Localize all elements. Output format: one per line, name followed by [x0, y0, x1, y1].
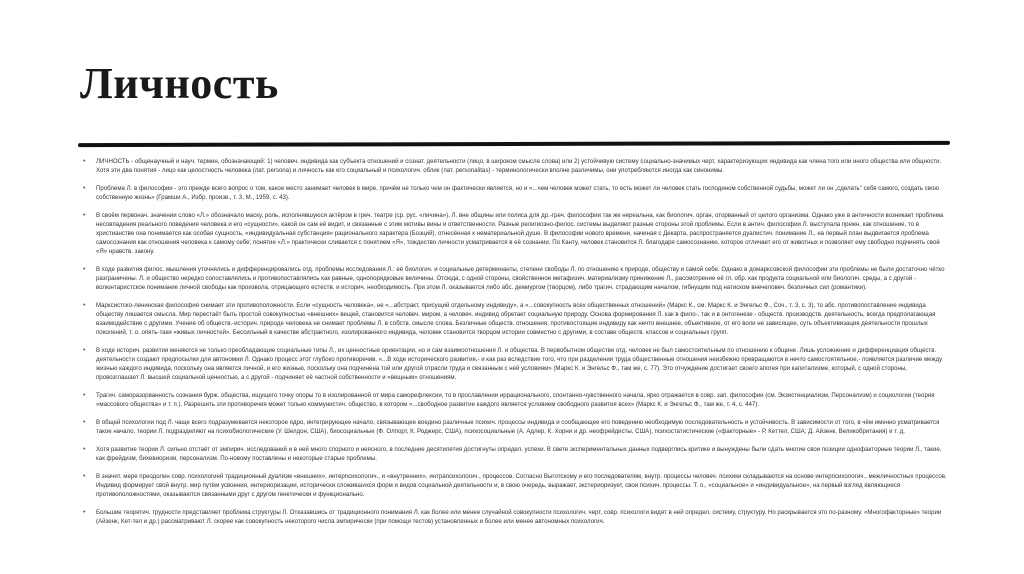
paragraph-text: • Трагич. саморазорванность сознания бурж. общества, ищущего точку опоры то в изолированной от мира саморефлексии, то в прославлении иррационального, спонтанно-чувственного начала, ярко отражается в совр. зап. философии (см. Экзистенциализм, Персонализм) и социологии (теория «массового общества» и т. п.). Разрешить эти противоречия может только коммунистич. общество, в котором «...свободное развитие каждого является условием свободного развития всех» (Маркс К. и Энгельс Ф., там же, т. 4, с. 447). — [96, 392, 935, 408]
bullet-item — [82, 346, 948, 382]
bullet-item — [82, 265, 948, 292]
slide-title: Личность — [80, 59, 279, 108]
bullet-item — [82, 445, 948, 463]
bullet-item — [82, 184, 948, 202]
paragraph-text: • Марксистско-ленинская философия снимает эти противоположности. Если «сущность человека», не «...абстракт, присущий отдельному индивиду», а «...совокупность всех общественных отношений» (Маркс К., см. Маркс К. и Энгельс Ф., Соч., т. 3, с. 3), то абс. противопоставление индивида обществу лишается смысла. Мир перестаёт быть простой совокупностью «внешних» вещей, становится человеч. миром, а человеч. индивид обретает социальную природу. Основа формирования Л. как в филo-, так и в онтогенезе - обществ. производств. деятельность, всегда предполагающая взаимодействие с другими. Учение об обществ.-историч. природе человека не снимает проблемы Л. в собств. смысле слова. Безличные обществ. отношения, противостоящие индивиду как нечто внешнее, объективное, от его воли не зависящее, суть объективизация деятельности прошлых поколений, т. о. опять-таки «живых личностей». Бессильный в качестве абстрактного, изолированного индивида, человек становится творцом истории совместно с другими, в составе обществ. классов и социальных групп. — [96, 302, 936, 336]
bullet-item — [82, 391, 948, 409]
title-underline — [78, 141, 950, 147]
paragraph-text: • В своём первонач. значении слово «Л.» обозначало маску, роль, исполнявшуюся актёром в греч. театре (ср. рус. «личина»). Л. вне общины или полиса для др.-греч. философии так же нереальна, как биологич. орган, оторванный от целого организма. Однако уже в античности возникает проблема несовпадения реального поведения человека и его «сущности», какой он сам её видит, и связанные с этим мотивы вины и ответственности. Разные религиозно-филос. системы выделяют разные стороны этой проблемы. Если в антич. философии Л. выступала прежн. как отношение, то в христианстве она понимается как особая сущность, «индивидуальная субстанция» рационального характера (Боэций), отнесённая к нематериальной душе. В философии нового времени, начиная с Декарта, распространяется дуалистич. понимание Л., на первый план выдвигается проблема самосознания как отношения человека к самому себе; понятие «Л.» практически сливается с понятием «Я», тождество личности усматривается в её сознании. По Канту, человек становится Л. благодаря самосознанию, которое отличает его от животных и позволяет ему свободно подчинять своё «Я» нравств. закону. — [96, 212, 944, 255]
paragraph-text: • Большие теоретич. трудности представляет проблема структуры Л. Отказавшись от традиционного понимания Л. как более или менее случайной совокупности психологич. черт, совр. психологи видят в ней определ. систему, структуру. Но раскрывается это по-разному. «Многофакторные» теории (Айзенк, Кет-тел и др.) рассматривают Л. скорее как совокупность некоторого числа эмпирически (при помощи тестов) установленных и более или менее автономных психологич. — [96, 509, 942, 525]
slide-body — [82, 157, 948, 574]
bullet-item — [82, 211, 948, 256]
bullet-item — [82, 157, 948, 175]
paragraph-text: • В ходе историч. развития меняются не только преобладающие социальные типы Л., их ценностные ориентации, но и сам взаимоотношения Л. и общества. В первобытном обществе отд. человек не был самостоятельным по отношению к общине. Лишь усложнение и дифференциация обществ. деятельности создают предпосылки для автономии Л. Однако процесс этот глубоко противоречив. «...В ходе исторического развития,- и как раз вследствие того, что при разделении труда общественные отношения неизбежно превращаются в нечто самостоятельное,- появляется различие между жизнью каждого индивида, поскольку она является личной, и его жизнью, поскольку она подчинена той или другой отрасли труда и связанным с ней условиям» (Маркс К. и Энгельс Ф., там же, с. 77). Это отчуждение достигает своего апогея при капитализме, который, с одной стороны, провозглашает Л. высшей социальной ценностью, а с другой - подчиняет её частной собственности и «вещным» отношениям. — [96, 347, 943, 381]
paragraph-text: • В общей психологии под Л. чаще всего подразумевается некоторое ядро, интегрирующее начало, связывающее воедино различные психич. процессы индивида и сообщающее его поведению необходимую последовательность и устойчивость. В зависимости от того, в чём именно усматривается такое начало, теории Л. подразделяют на психобиологические (У. Шелдон, США), биосоциальные (Ф. Олпорт, К. Роджерс, США), психосоциальные (А. Адлер, К. Хорни и др. неофрейдисты, США), психостатистические («факторные» - Р. Кеттел, США; Д. Айзенк, Великобритания) и т. д. — [96, 419, 940, 435]
paragraph-text: • В значит. мере преодолен совр. психологией традиционный дуализм «внешних», интерпсихологич., и «внутренних», интрапсихологич., процессов. Согласно Выготскому и его последователям, внутр. процессы человеч. психики складываются на основе интерпсихологич., межличностных процессов. Индивид формирует свой внутр. мир путём усвоения, интериоризации, исторически сложившихся форм и видов социальной деятельности и, в свою очередь, выражает, экстериоризует, свои психич. процессы. Т. о., «социальное» и «индивидуальное», на первый взгляд являющиеся противоположностями, оказываются связанными друг с другом генетически и функционально. — [96, 473, 947, 498]
paragraph-text: • Проблема Л. в философии - это прежде всего вопрос о том, какое место занимает человек в мире, причём не только чем он фактически является, но и «...чем человек может стать, то есть может ли человек стать господином собственной судьбы, может ли он „сделать" себя самого, создать свою собственную жизнь» (Грамши А., Избр. произв., т. 3, М., 1959, с. 43). — [96, 185, 939, 201]
bullet-list — [82, 157, 948, 526]
paragraph-text: • ЛИЧНОСТЬ - общенаучный и науч. термин, обозначающий: 1) человеч. индивида как субъекта отношений и сознат. деятельности (лицо, в широком смысле слова) или 2) устойчивую систему социально-значимых черт, характеризующих индивида как члена того или иного общества или общности. Хотя эти два понятия - лицо как целостность человека (лат. persona) и личность как его социальный и психологич. облик (лат. personalitas) - терминологически вполне различимы, они употребляются иногда как синонимы. — [96, 158, 942, 174]
paragraph-text: • Хотя развитие теории Л. сильно отстаёт от эмпирич. исследований и в ней много спорного и неясного, в последние десятилетия достигнуты определ. успехи. В свете экспериментальных данных подверглись критике и вынуждены были сдать многие свои позиции однофакторные теории Л., такие, как фрейдизм, бихевиоризм, персонализм. По-новому поставлены и некоторые старые проблемы. — [96, 446, 942, 462]
bullet-item — [82, 472, 948, 499]
bullet-item — [82, 301, 948, 337]
bullet-item — [82, 508, 948, 526]
paragraph-text: • В ходе развития филос. мышления уточнялись и дифференцировались отд. проблемы исследования Л.: её биологич. и социальные детерминанты, степени свободы Л. по отношению к природе, обществу и самой себе. Однако в домарксовской философии эти проблемы не были достаточно чётко разграничены. Л. и общество нередко сопоставлялись и противопоставлялись как равные, однопорядковые величины. Отсюда, с одной стороны, свойственное метафизич. материализму принижение Л., рассмотрение её гл. обр. как продукта социальной или биологич. среды, а с другой - волюнтаристское понимание личной свободы как произвола, отрицающего естеств. и историч. необходимость. При этом Л. оказывается либо абс. демиургом (творцом), либо трагич. страдающим началом, гибнущим под натиском внечеловеч. безличных сил (романтики). — [96, 266, 945, 291]
bullet-item — [82, 418, 948, 436]
